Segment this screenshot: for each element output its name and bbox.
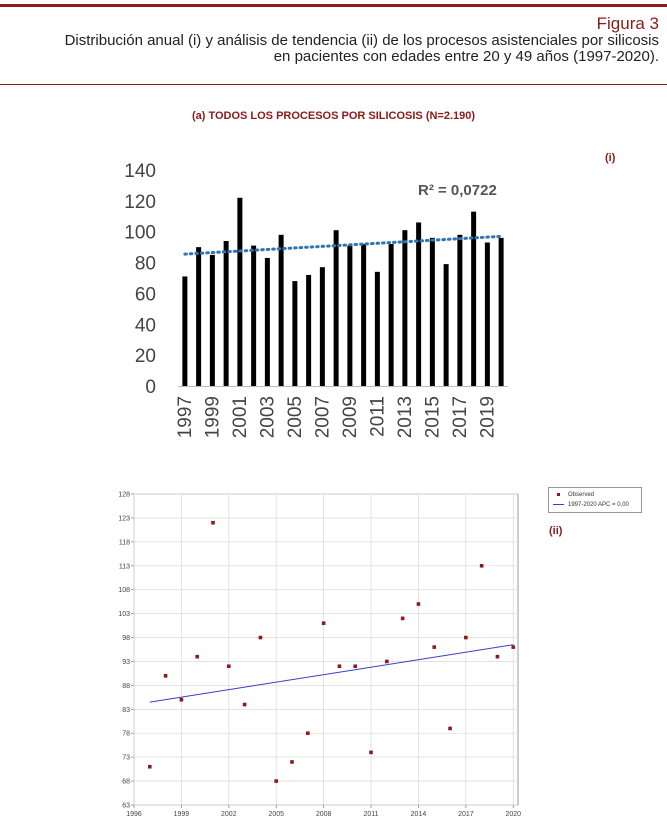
y-tick-label: 93 bbox=[122, 658, 130, 666]
x-tick-label: 2009 bbox=[339, 396, 361, 439]
bar bbox=[389, 244, 394, 386]
bar bbox=[292, 281, 297, 386]
y-tick-label: 108 bbox=[118, 587, 130, 595]
x-tick-label: 2005 bbox=[268, 811, 285, 818]
caption-line-2: en pacientes con edades entre 20 y 49 años (1997-2020). bbox=[273, 48, 659, 65]
y-tick-label: 63 bbox=[122, 802, 130, 810]
bar bbox=[402, 230, 407, 386]
bar bbox=[279, 235, 284, 386]
header-rule bbox=[0, 4, 667, 7]
observed-marker-icon bbox=[557, 493, 560, 496]
figure-number: Figura 3 bbox=[596, 14, 659, 33]
y-tick-label: 20 bbox=[134, 346, 156, 368]
bar bbox=[224, 241, 229, 386]
y-tick-label: 78 bbox=[122, 730, 130, 738]
panel-ii-label: (ii) bbox=[549, 525, 563, 537]
y-tick-label: 128 bbox=[118, 491, 130, 499]
observed-point bbox=[448, 727, 452, 731]
observed-point bbox=[353, 664, 357, 668]
y-tick-label: 80 bbox=[134, 253, 156, 275]
observed-point bbox=[259, 636, 263, 640]
observed-point bbox=[417, 602, 421, 606]
y-tick-label: 68 bbox=[122, 778, 130, 786]
y-tick-label: 140 bbox=[124, 161, 156, 182]
x-tick-label: 2011 bbox=[367, 396, 389, 437]
x-tick-label: 1996 bbox=[126, 811, 142, 818]
scatter-legend bbox=[548, 487, 642, 513]
y-tick-label: 123 bbox=[118, 515, 130, 523]
legend-observed bbox=[553, 490, 594, 499]
y-tick-label: 73 bbox=[122, 754, 130, 762]
observed-point bbox=[511, 645, 515, 649]
panel-i-label: (i) bbox=[605, 152, 616, 164]
bar bbox=[196, 247, 201, 386]
caption-line-1: Distribución anual (i) y análisis de tendencia (ii) de los procesos asistenciales por silicosis bbox=[64, 32, 659, 49]
observed-point bbox=[195, 655, 199, 659]
x-tick-label: 2017 bbox=[458, 811, 474, 818]
observed-point bbox=[322, 621, 326, 625]
x-tick-label: 2005 bbox=[284, 396, 306, 439]
bar bbox=[320, 267, 325, 386]
x-tick-label: 2020 bbox=[505, 811, 522, 818]
observed-point bbox=[401, 617, 405, 621]
observed-point bbox=[432, 645, 436, 649]
observed-point bbox=[274, 779, 278, 783]
y-tick-label: 118 bbox=[118, 539, 130, 547]
bar bbox=[210, 255, 215, 386]
observed-point bbox=[227, 664, 231, 668]
x-tick-label: 2015 bbox=[422, 396, 444, 439]
bar-chart bbox=[0, 150, 667, 470]
x-tick-label: 2007 bbox=[312, 396, 334, 439]
apc-trend-line bbox=[150, 645, 513, 702]
x-tick-label: 2011 bbox=[363, 811, 379, 818]
observed-point bbox=[306, 731, 310, 735]
trend-line-icon bbox=[553, 504, 564, 505]
y-tick-label: 98 bbox=[122, 635, 130, 643]
bar bbox=[347, 246, 352, 386]
bar bbox=[306, 275, 311, 386]
panel-title: (a) TODOS LOS PROCESOS POR SILICOSIS (N=2.190) bbox=[191, 110, 476, 122]
legend-observed-label: Observed bbox=[568, 491, 595, 498]
bar bbox=[499, 238, 504, 386]
y-tick-label: 88 bbox=[122, 682, 130, 690]
x-tick-label: 2001 bbox=[229, 396, 251, 439]
observed-point bbox=[369, 751, 373, 755]
y-tick-label: 100 bbox=[124, 222, 156, 244]
caption-separator bbox=[0, 84, 667, 85]
y-tick-label: 60 bbox=[134, 284, 156, 306]
bar bbox=[430, 238, 435, 386]
observed-point bbox=[180, 698, 184, 702]
plot-frame bbox=[134, 494, 518, 805]
y-tick-label: 40 bbox=[134, 315, 156, 337]
y-tick-label: 120 bbox=[124, 191, 156, 213]
y-tick-label: 0 bbox=[145, 377, 156, 398]
x-tick-label: 1999 bbox=[202, 396, 224, 439]
legend-trend bbox=[553, 500, 629, 509]
observed-point bbox=[290, 760, 294, 764]
trendline bbox=[185, 236, 501, 254]
bar bbox=[334, 230, 339, 386]
y-tick-label: 83 bbox=[122, 706, 130, 714]
observed-point bbox=[211, 521, 215, 525]
bar bbox=[375, 272, 380, 386]
legend-trend-label: 1997-2020 APC = 0,00 bbox=[568, 501, 629, 508]
scatter-chart bbox=[0, 476, 667, 826]
bar bbox=[457, 235, 462, 386]
bar bbox=[182, 276, 187, 386]
bar bbox=[485, 243, 490, 386]
y-tick-label: 113 bbox=[118, 563, 130, 571]
x-tick-label: 2002 bbox=[221, 811, 237, 818]
x-tick-label: 2013 bbox=[394, 396, 416, 439]
x-tick-label: 1997 bbox=[174, 396, 196, 439]
bar bbox=[251, 246, 256, 386]
r-squared-annotation: R² = 0,0722 bbox=[418, 182, 497, 199]
bar bbox=[361, 244, 366, 386]
x-tick-label: 2019 bbox=[477, 396, 499, 439]
observed-point bbox=[464, 636, 468, 640]
bar bbox=[416, 222, 421, 386]
bar bbox=[444, 264, 449, 386]
observed-point bbox=[480, 564, 484, 568]
observed-point bbox=[148, 765, 152, 769]
x-tick-label: 2003 bbox=[257, 396, 279, 439]
bar bbox=[265, 258, 270, 386]
observed-point bbox=[338, 664, 342, 668]
observed-point bbox=[385, 660, 389, 664]
observed-point bbox=[243, 703, 247, 707]
bar bbox=[237, 198, 242, 386]
y-tick-label: 103 bbox=[118, 611, 130, 619]
x-tick-label: 2008 bbox=[315, 811, 332, 818]
x-tick-label: 2017 bbox=[449, 396, 471, 439]
x-tick-label: 1999 bbox=[173, 811, 190, 818]
x-tick-label: 2014 bbox=[410, 811, 427, 818]
observed-point bbox=[164, 674, 168, 678]
observed-point bbox=[496, 655, 500, 659]
figure-caption bbox=[19, 33, 659, 65]
